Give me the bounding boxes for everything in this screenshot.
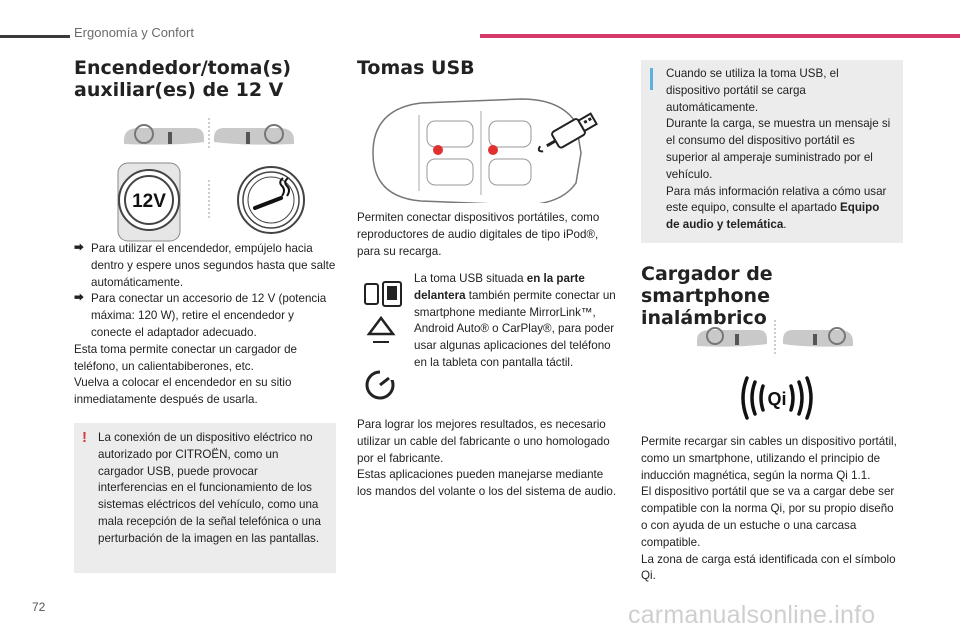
warning-text: La conexión de un dispositivo eléctrico no autorizado por CITROËN, como un cargador USB, puede provocar interferencias en el funcionamiento de los sistemas eléctricos del vehículo, como una mala recepción de la señal telefónica o una perturbación de la imagen en las pantallas. (98, 431, 322, 545)
wireless-text (641, 434, 903, 585)
info-box (641, 60, 903, 243)
svg-text:Qi: Qi (767, 389, 787, 409)
heading-wireless: Cargador de smartphone inalámbrico (641, 263, 773, 329)
page-number: 72 (32, 600, 46, 614)
usb-icons (363, 280, 403, 410)
usb-front-text: La toma USB situada en la parte delantera también permite conectar un smartphone mediante MirrorLink™, Android Auto® o CarPlay®, para poder usar algunas aplicaciones del teléfono en la tableta con pantalla táctil. (414, 272, 616, 369)
header-rule (0, 35, 70, 38)
usb-intro: Permiten conectar dispositivos portátiles, como reproductores de audio digitales de tipo iPod®, para su recarga. (357, 211, 600, 258)
bullet-icon: ⮕ (74, 293, 84, 305)
paragraph: La zona de carga está identificada con el símbolo Qi. (641, 552, 896, 583)
info-text-1: Cuando se utiliza la toma USB, el dispositivo portátil se carga automáticamente. (666, 67, 839, 114)
heading-usb: Tomas USB (357, 57, 475, 79)
info-text-3: Para más información relativa a cómo usar este equipo, consulte el apartado Equipo de audio y telemática. (666, 184, 887, 232)
car-usb-diagram (361, 93, 616, 203)
info-icon (650, 68, 653, 90)
paragraph: Estas aplicaciones pueden manejarse mediante los mandos del volante o los del sistema de audio. (357, 468, 617, 499)
warning-box (74, 423, 336, 573)
bullet-icon: ⮕ (74, 243, 84, 254)
heading-12v: Encendedor/toma(s) auxiliar(es) de 12 V (74, 57, 292, 101)
lighter-instructions (74, 241, 336, 409)
watermark: carmanualsonline.info (628, 601, 876, 629)
warning-icon: ! (82, 429, 87, 446)
car-interior-icons (114, 110, 314, 250)
paragraph: Permite recargar sin cables un dispositivo portátil, como un smartphone, utilizando el principio de inducción magnética, según la norma Qi 1.1. (641, 435, 897, 482)
section-title: Ergonomía y Confort (74, 25, 194, 40)
wireless-charger-icons (689, 318, 889, 430)
paragraph: Esta toma permite conectar un cargador de teléfono, un calientabiberones, etc. (74, 342, 297, 373)
svg-text:12V: 12V (132, 191, 166, 212)
paragraph: Para lograr los mejores resultados, es necesario utilizar un cable del fabricante o uno homologado por el fabricante. (357, 418, 610, 465)
usb-notes (357, 417, 621, 501)
header-accent-bar (480, 34, 960, 38)
list-item: ⮕ Para conectar un accesorio de 12 V (potencia máxima: 120 W), retire el encendedor y conecte el adaptador adecuado. (74, 292, 327, 339)
paragraph: Vuelva a colocar el encendedor en su sitio inmediatamente después de usarla. (74, 376, 292, 407)
paragraph: El dispositivo portátil que se va a cargar debe ser compatible con la norma Qi, por su propio diseño o con ayuda de un estuche o una carcasa compatible. (641, 485, 895, 549)
list-item: ⮕ Para utilizar el encendedor, empújelo hacia dentro y espere unos segundos hasta que salte automáticamente. (74, 242, 336, 289)
info-text-2: Durante la carga, se muestra un mensaje si el consumo del dispositivo portátil es superior al amperaje suministrado por el vehículo. (666, 117, 891, 181)
mirrorlink-icon (363, 280, 403, 410)
